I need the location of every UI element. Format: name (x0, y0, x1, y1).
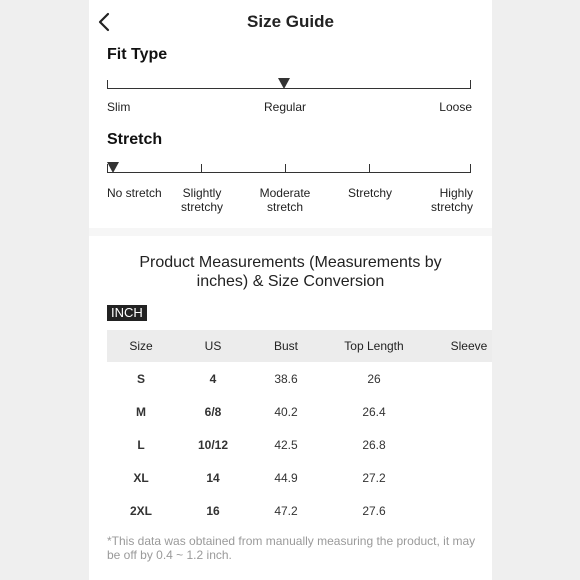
table-cell: 42.5 (274, 438, 298, 452)
table-cell: 38.6 (274, 372, 298, 386)
fit-type-label-slim: Slim (107, 100, 131, 114)
stretch-label-highly: Highly stretchy (430, 186, 473, 214)
table-cell: 6/8 (204, 405, 222, 419)
stretch-label-slightly: Slightly stretchy (180, 186, 223, 214)
column-header: Sleeve (450, 339, 488, 353)
table-row (107, 396, 492, 429)
table-row (107, 429, 492, 462)
table-cell: 40.2 (274, 405, 298, 419)
table-cell: 44.9 (274, 471, 298, 485)
stretch-scale (107, 164, 471, 178)
measurements-card (89, 236, 492, 580)
fit-type-label-loose: Loose (439, 100, 472, 114)
table-cell: 2XL (129, 504, 152, 518)
size-guide-screen (89, 0, 492, 580)
table-cell: 47.2 (274, 504, 298, 518)
stretch-label-stretchy: Stretchy (347, 186, 392, 200)
column-header: Bust (273, 339, 298, 353)
table-cell: 14 (206, 471, 220, 485)
stretch-marker-icon (107, 162, 119, 173)
stretch-scale-line (107, 172, 471, 173)
table-cell: S (136, 372, 145, 386)
stretch-label-none: No stretch (107, 186, 162, 200)
table-row (107, 363, 492, 396)
table-header (107, 330, 492, 362)
column-header: US (204, 339, 222, 353)
table-cell: 26.4 (362, 405, 386, 419)
column-header: Size (129, 339, 153, 353)
table-row (107, 462, 492, 495)
unit-badge[interactable]: INCH (107, 305, 147, 321)
stretch-tick (285, 164, 286, 172)
fit-type-tick (107, 80, 108, 88)
table-cell: L (137, 438, 145, 452)
table-cell: 10/12 (197, 438, 229, 452)
stretch-tick (369, 164, 370, 172)
fit-type-tick (470, 80, 471, 88)
header (89, 0, 492, 44)
table-cell: M (136, 405, 146, 419)
column-header: Top Length (344, 339, 404, 353)
table-cell: 4 (209, 372, 217, 386)
table-cell: 27.2 (362, 471, 386, 485)
stretch-tick (201, 164, 202, 172)
fit-card (89, 0, 492, 228)
measurement-footnote: *This data was obtained from manually measuring the product, it may be off by 0.4 ~ 1.2 inch. (107, 534, 476, 562)
table-cell: 26.8 (362, 438, 386, 452)
table-cell: 27.6 (362, 504, 386, 518)
table-cell: 16 (206, 504, 220, 518)
page-title: Size Guide (247, 12, 334, 31)
fit-type-scale (107, 80, 471, 94)
measurements-title: Product Measurements (Measurements by inches) & Size Conversion (139, 254, 442, 290)
fit-type-marker-icon (278, 78, 290, 89)
fit-type-label-regular: Regular (263, 100, 307, 114)
fit-type-title: Fit Type (107, 46, 168, 63)
stretch-title: Stretch (107, 131, 163, 148)
stretch-tick (470, 164, 471, 172)
table-row (107, 495, 492, 528)
table-cell: 26 (367, 372, 381, 386)
table-cell: XL (133, 471, 149, 485)
stretch-label-moderate: Moderate stretch (259, 186, 311, 214)
